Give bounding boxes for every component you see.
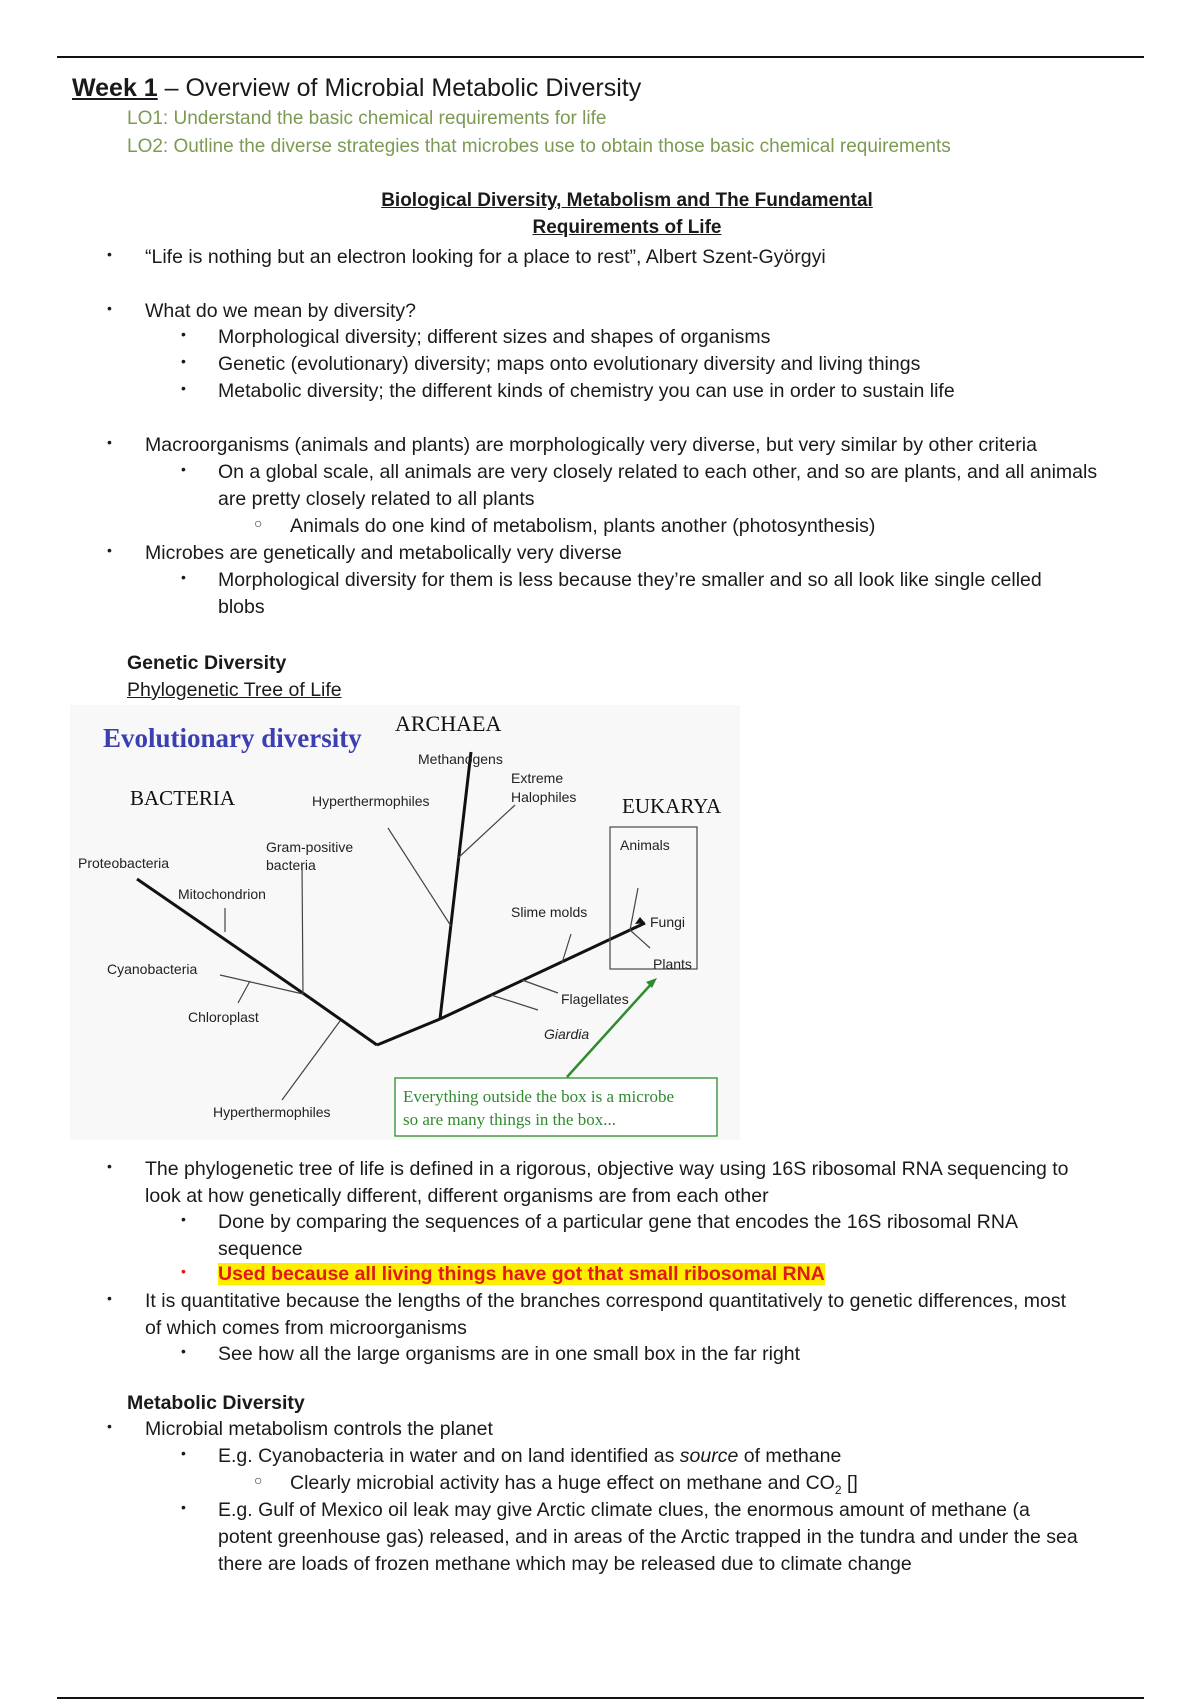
genetic-heading: Genetic Diversity	[127, 652, 287, 674]
bullet-red: •	[181, 1263, 186, 1279]
clearly-post: []	[841, 1472, 858, 1494]
title-rest: – Overview of Microbial Metabolic Diversity	[157, 74, 642, 102]
metabolic-heading: Metabolic Diversity	[127, 1392, 305, 1414]
label-mitochondrion: Mitochondrion	[178, 886, 266, 902]
note-line-1: Everything outside the box is a microbe	[403, 1087, 674, 1106]
hollow-bullet: ○	[254, 1472, 263, 1488]
highlight-span: Used because all living things have got that small ribosomal RNA	[218, 1263, 825, 1285]
macro-sub-line2: are pretty closely related to all plants	[218, 488, 535, 510]
label-proteobacteria: Proteobacteria	[78, 855, 170, 871]
bullet: •	[181, 1445, 186, 1461]
controls-text: Microbial metabolism controls the planet	[145, 1418, 493, 1440]
label-eukarya: EUKARYA	[622, 794, 722, 818]
label-bacteria: BACTERIA	[130, 786, 235, 810]
label-hyperthermophiles-top: Hyperthermophiles	[312, 793, 430, 809]
genetic-subheading: Phylogenetic Tree of Life	[127, 679, 342, 701]
bullet: •	[181, 569, 186, 585]
list-item: Genetic (evolutionary) diversity; maps onto evolutionary diversity and living things	[218, 353, 921, 375]
note-line-2: so are many things in the box...	[403, 1110, 616, 1129]
microbes-sub-line1: Morphological diversity for them is less because they’re smaller and so all look like single celled	[218, 569, 1042, 591]
macro-text: Macroorganisms (animals and plants) are morphologically very diverse, but very similar by other criteria	[145, 434, 1037, 456]
co2-subscript: 2	[834, 1482, 842, 1497]
compare-line1: Done by comparing the sequences of a particular gene that encodes the 16S ribosomal RNA	[218, 1211, 1018, 1233]
bullet: •	[107, 1290, 112, 1306]
gulf-line1: E.g. Gulf of Mexico oil leak may give Arctic climate clues, the enormous amount of methane (a	[218, 1499, 1030, 1521]
cyano-text	[218, 1443, 841, 1470]
quant-line1: It is quantitative because the lengths of the branches correspond quantitatively to genetic differences, most	[145, 1290, 1067, 1312]
label-slime-molds: Slime molds	[511, 904, 588, 920]
top-rule	[57, 56, 1144, 58]
label-archaea: ARCHAEA	[395, 711, 502, 736]
week-label: Week 1	[72, 74, 158, 102]
cyano-italic: source	[679, 1445, 739, 1467]
bullet: •	[181, 380, 186, 396]
bullet: •	[107, 1158, 112, 1174]
microbes-sub-line2: blobs	[218, 596, 265, 618]
label-gram-positive-1: Gram-positive	[266, 839, 354, 855]
clearly-pre: Clearly microbial activity has a huge effect on methane and CO	[290, 1472, 835, 1494]
bullet: •	[181, 461, 186, 477]
highlighted-text	[218, 1261, 825, 1288]
page-title	[72, 74, 641, 103]
macro-sub-sub: Animals do one kind of metabolism, plants another (photosynthesis)	[290, 515, 876, 537]
quote-text: “Life is nothing but an electron looking for a place to rest”, Albert Szent-Györgyi	[145, 246, 826, 268]
label-halophiles: Halophiles	[511, 789, 577, 805]
label-gram-positive-2: bacteria	[266, 857, 316, 873]
label-hyperthermophiles-bottom: Hyperthermophiles	[213, 1104, 331, 1120]
microbes-text: Microbes are genetically and metabolically very diverse	[145, 542, 622, 564]
list-item: Morphological diversity; different sizes and shapes of organisms	[218, 326, 771, 348]
see-box-text: See how all the large organisms are in one small box in the far right	[218, 1343, 801, 1365]
label-fungi: Fungi	[650, 914, 686, 930]
bullet: •	[107, 1418, 112, 1434]
bottom-rule	[57, 1697, 1144, 1699]
tree-def-line1: The phylogenetic tree of life is defined in a rigorous, objective way using 16S ribosomal RNA sequencing to	[145, 1158, 1069, 1180]
hollow-bullet: ○	[254, 515, 263, 531]
compare-line2: sequence	[218, 1238, 303, 1260]
label-extreme: Extreme	[511, 770, 564, 786]
label-plants: Plants	[653, 956, 692, 972]
bullet: •	[107, 434, 112, 450]
label-flagellates: Flagellates	[561, 991, 629, 1007]
label-methanogens: Methanogens	[418, 751, 503, 767]
bullet: •	[181, 1343, 186, 1359]
learning-outcome-1: LO1: Understand the basic chemical requirements for life	[127, 108, 607, 129]
bullet: •	[181, 353, 186, 369]
bullet: •	[181, 1211, 186, 1227]
bullet: •	[107, 246, 112, 262]
gulf-line3: there are loads of frozen methane which may be released due to climate change	[218, 1553, 912, 1575]
diversity-question: What do we mean by diversity?	[145, 300, 416, 322]
bullet: •	[181, 326, 186, 342]
gulf-line2: potent greenhouse gas) released, and in areas of the Arctic trapped in the tundra and under the sea	[218, 1526, 1078, 1548]
tree-def-line2: look at how genetically different, different organisms are from each other	[145, 1185, 769, 1207]
figure-title: Evolutionary diversity	[103, 723, 362, 753]
label-giardia: Giardia	[544, 1026, 590, 1042]
label-cyanobacteria: Cyanobacteria	[107, 961, 198, 977]
cyano-post: of methane	[738, 1445, 842, 1467]
cyano-pre: E.g. Cyanobacteria in water and on land identified as	[218, 1445, 680, 1467]
bullet: •	[107, 300, 112, 316]
bullet: •	[107, 542, 112, 558]
macro-sub-line1: On a global scale, all animals are very closely related to each other, and so are plants, and all animals	[218, 461, 1098, 483]
bullet: •	[181, 1499, 186, 1515]
section-heading-line2: Requirements of Life	[532, 217, 722, 238]
quant-line2: of which comes from microorganisms	[145, 1317, 467, 1339]
tree-of-life-figure	[70, 705, 750, 1145]
section-heading-line1: Biological Diversity, Metabolism and The Fundamental	[381, 190, 873, 211]
list-item: Metabolic diversity; the different kinds of chemistry you can use in order to sustain life	[218, 380, 955, 402]
learning-outcome-2: LO2: Outline the diverse strategies that microbes use to obtain those basic chemical requirements	[127, 136, 951, 157]
label-animals: Animals	[620, 837, 670, 853]
label-chloroplast: Chloroplast	[188, 1009, 259, 1025]
